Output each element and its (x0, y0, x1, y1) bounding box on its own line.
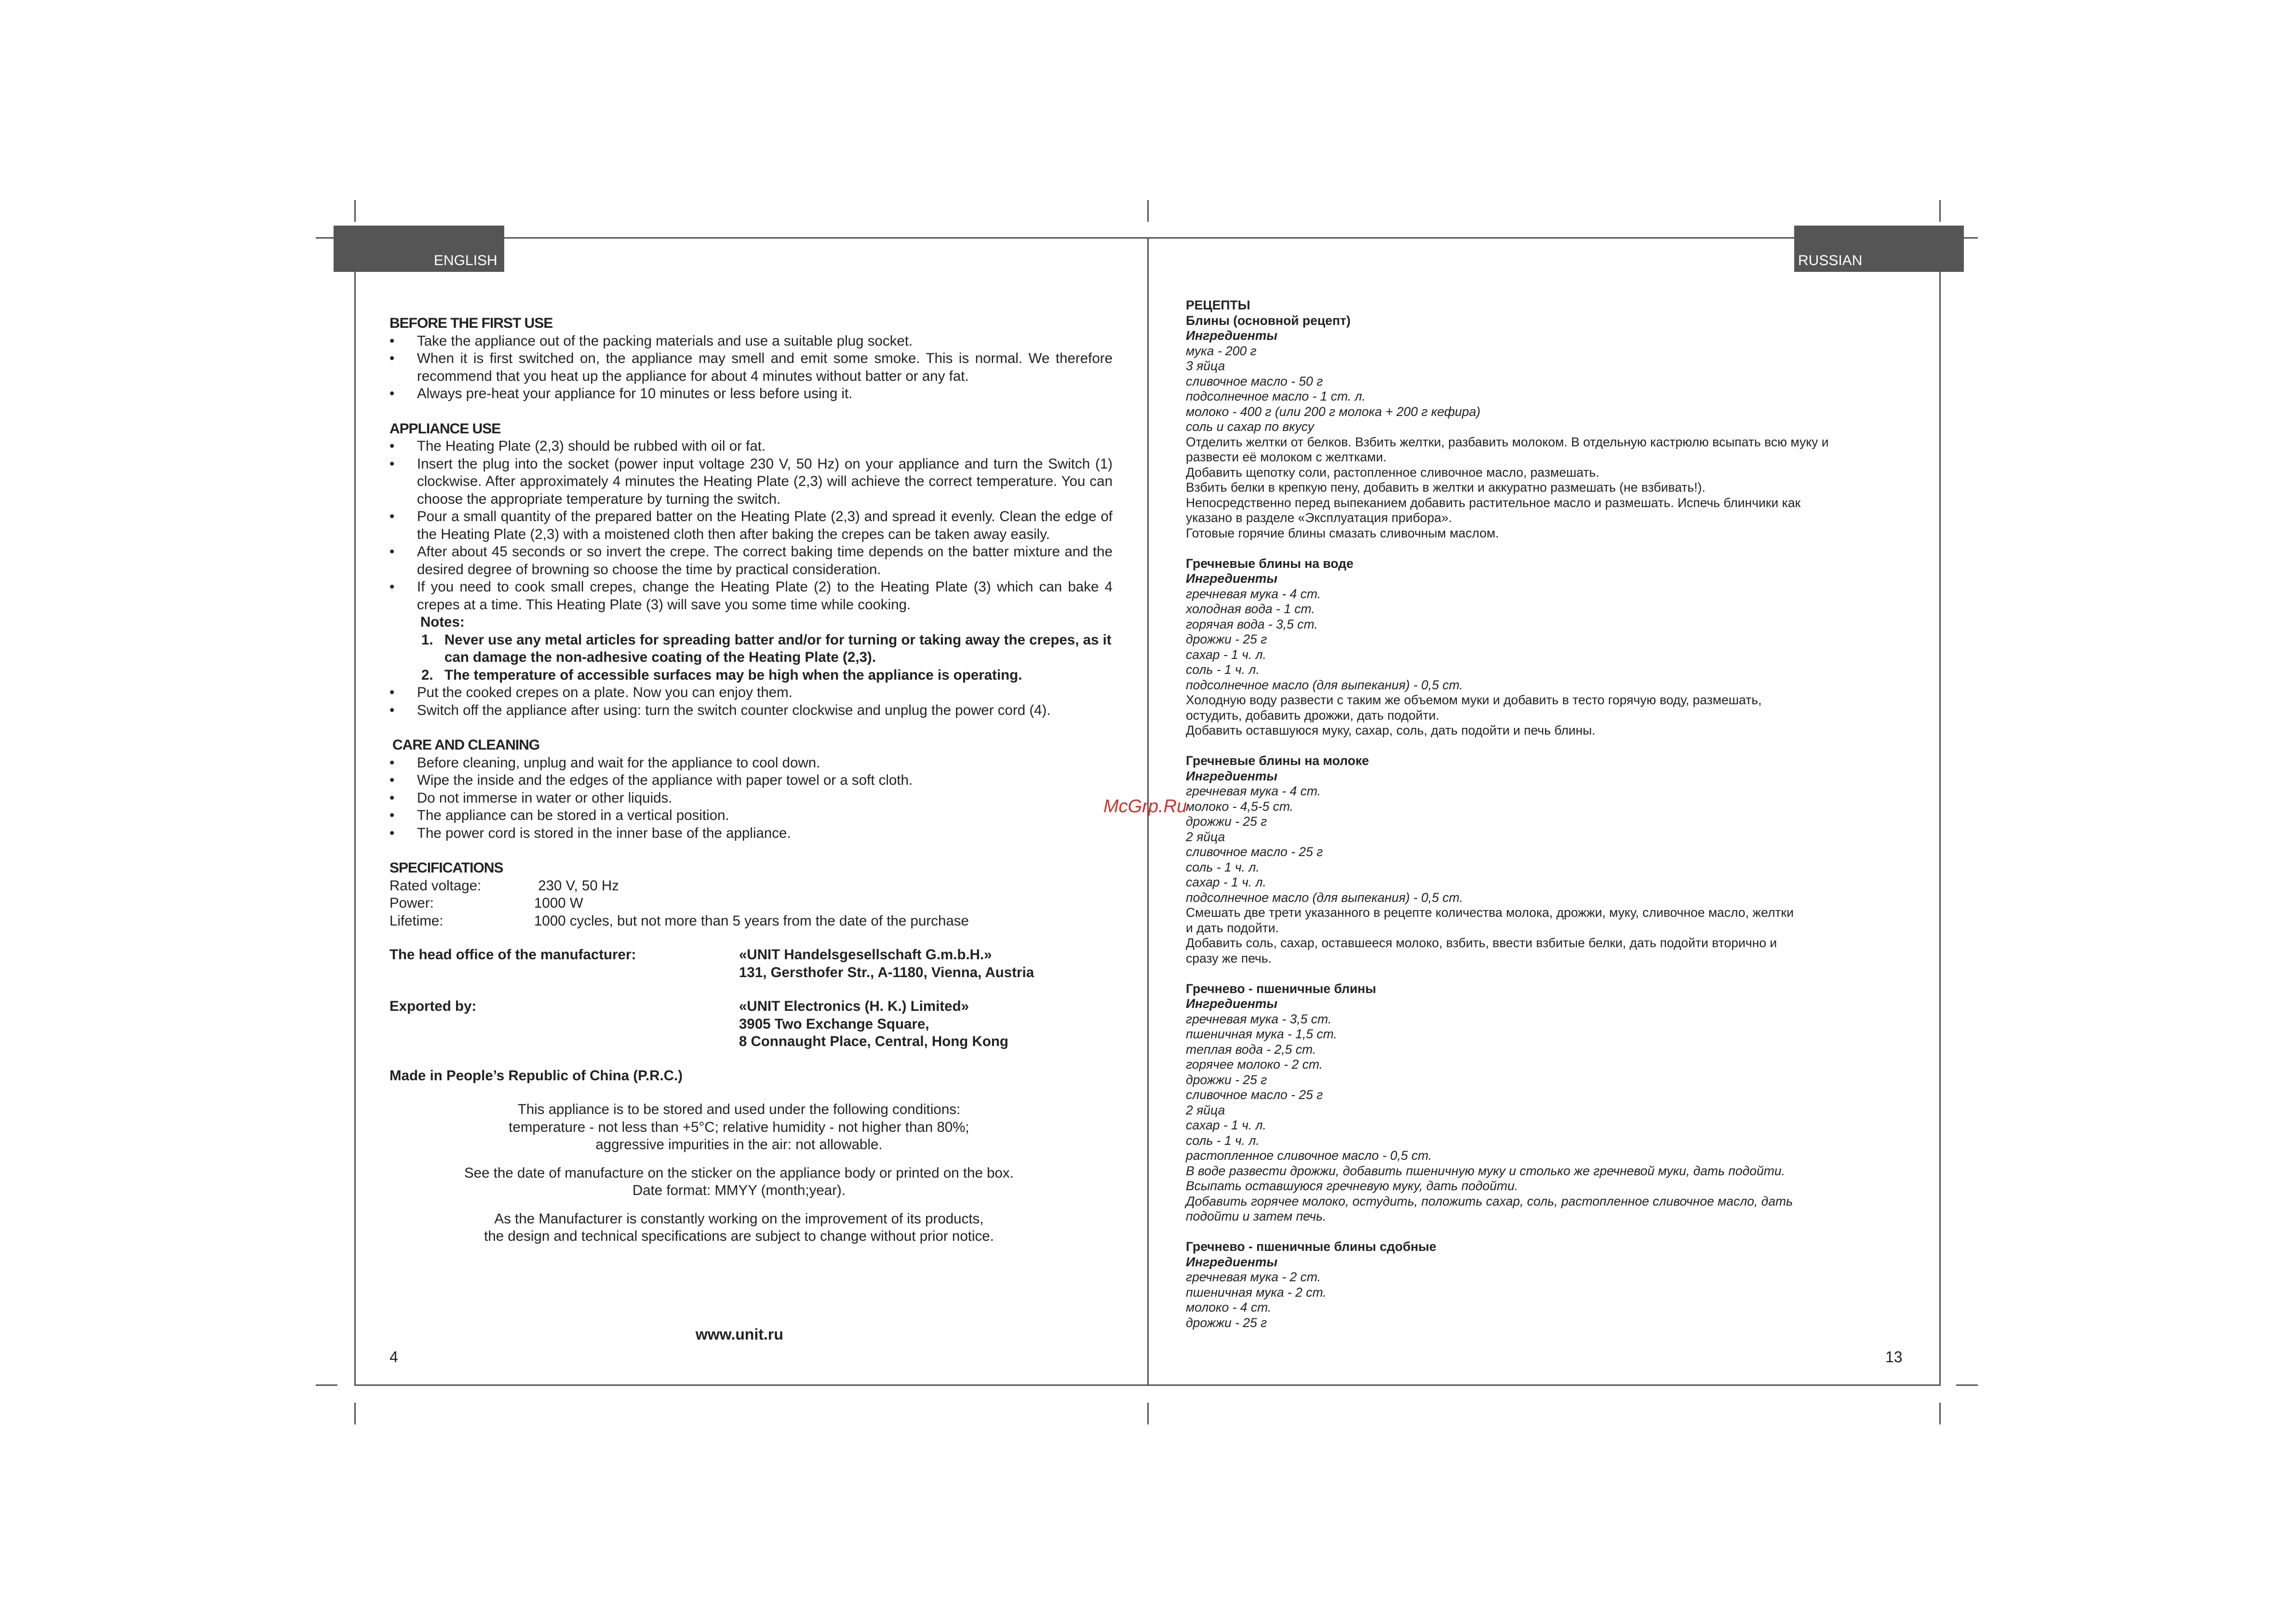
ingredient-line: Всыпать оставшуюся гречневую муку, дать подойти. (1186, 1179, 1518, 1193)
crop-mark (354, 1403, 356, 1424)
instruction-line: Готовые горячие блины смазать сливочным маслом. (1186, 525, 1499, 540)
ingredient-line: сливочное масло - 25 г (1186, 1087, 1323, 1102)
date-note-line: See the date of manufacture on the sticker on the appliance body or printed on the box. (464, 1165, 1014, 1181)
appliance-use-list-continued (389, 684, 1113, 719)
care-list (389, 754, 1113, 843)
instruction-line: Добавить оставшуюся муку, сахар, соль, дать подойти и печь блины. (1186, 723, 1596, 738)
address-line: «UNIT Electronics (H. K.) Limited» (739, 998, 969, 1014)
ingredient-line: сливочное масло - 25 г (1186, 845, 1323, 859)
ingredient-line: соль - 1 ч. л. (1186, 662, 1260, 677)
ingredient-line: горячая вода - 3,5 ст. (1186, 617, 1318, 631)
list-item: • Wipe the inside and the edges of the appliance with paper towel or a soft cloth. (389, 772, 1113, 790)
ingredient-line: 2 яйца (1186, 1102, 1225, 1117)
recipe-heading: Гречневые блины на молоке (1186, 753, 1369, 768)
note-item (389, 667, 1113, 684)
ingredient-line: подсолнечное масло (для выпекания) - 0,5 ст. (1186, 677, 1463, 692)
recipe-heading: Гречнево - пшеничные блины сдобные (1186, 1239, 1437, 1254)
ingredient-line: молоко - 4 ст. (1186, 1300, 1272, 1315)
list-item: • After about 45 seconds or so invert the crepe. The correct baking time depends on the batter mixture and the desired degree of browning so choose the time by practical consideration. (389, 543, 1113, 578)
before-first-use-list (389, 333, 1113, 403)
crop-mark (1939, 1403, 1941, 1424)
crop-mark (1956, 1384, 1978, 1386)
spec-key: Lifetime: (389, 913, 443, 929)
tab-russian (1794, 226, 1964, 272)
ingredients-label: Ингредиенты (1186, 571, 1277, 586)
ingredient-line: холодная вода - 1 ст. (1186, 602, 1315, 616)
list-item: • Before cleaning, unplug and wait for the appliance to cool down. (389, 754, 1113, 772)
spec-row (389, 877, 1113, 895)
address-line: 3905 Two Exchange Square, (739, 1016, 929, 1032)
instruction-line: и дать подойти. (1186, 920, 1279, 935)
address-line: «UNIT Handelsgesellschaft G.m.b.H.» (739, 947, 992, 963)
exporter-label: Exported by: (389, 998, 477, 1014)
spec-key: Rated voltage: (389, 877, 482, 894)
ingredient-line: дрожжи - 25 г (1186, 1315, 1267, 1330)
instruction-line: указано в разделе «Эксплуатация прибора». (1186, 510, 1452, 525)
storage-conditions (389, 1101, 1113, 1154)
exporter (389, 998, 1113, 1051)
ingredient-line: мука - 200 г (1186, 343, 1257, 358)
exporter-address (739, 998, 1008, 1051)
ingredient-line: подсолнечное масло (для выпекания) - 0,5 ст. (1186, 890, 1463, 905)
spacer (1186, 1224, 1914, 1240)
head-office-label: The head office of the manufacturer: (389, 947, 636, 963)
before-first-use-heading: BEFORE THE FIRST USE (389, 315, 553, 331)
instruction-line: Добавить соль, сахар, оставшееся молоко, взбить, ввести взбитые белки, дать подойти вторично и (1186, 936, 1777, 950)
ingredient-line: 2 яйца (1186, 829, 1225, 844)
ingredient-line: молоко - 400 г (или 200 г молока + 200 г кефира) (1186, 404, 1481, 419)
ingredient-line: соль - 1 ч. л. (1186, 859, 1260, 874)
specifications-heading: SPECIFICATIONS (389, 860, 503, 876)
watermark: McGrp.Ru (1103, 796, 1187, 817)
spec-value: 230 V, 50 Hz (534, 877, 619, 894)
list-item: • Insert the plug into the socket (power input voltage 230 V, 50 Hz) on your appliance and turn the Switch (1) clockwise. After approximately 4 minutes the Heating Plate (2,3) will achieve the correct temperature. You can choose the appropriate temperature by turning the switch. (389, 456, 1113, 509)
storage-line: temperature - not less than +5°C; relative humidity - not higher than 80%; (509, 1119, 969, 1135)
russian-column (1186, 298, 1914, 1330)
spec-row (389, 895, 1113, 913)
ingredient-line: сахар - 1 ч. л. (1186, 647, 1266, 662)
recipe-heading: Блины (основной рецепт) (1186, 313, 1351, 328)
tab-russian-label: RUSSIAN (1798, 253, 1863, 268)
instruction-line: сразу же печь. (1186, 951, 1272, 966)
care-heading: CARE AND CLEANING (392, 737, 540, 753)
instruction-line: Холодную воду развести с таким же объемом муки и добавить в тесто горячую воду, размешать, (1186, 693, 1762, 707)
page-number-left: 4 (389, 1348, 398, 1366)
note-number: 2. (421, 667, 433, 683)
head-office (389, 946, 1113, 981)
manufacturer-note (389, 1210, 1113, 1246)
frame-right-border (1939, 237, 1941, 1386)
ingredient-line: гречневая мука - 2 ст. (1186, 1270, 1321, 1284)
appliance-use-heading: APPLIANCE USE (389, 420, 501, 437)
note-text: Never use any metal articles for spreading batter and/or for turning or taking away the crepes, as it can damage the non-adhesive coating of the Heating Plate (2,3). (444, 631, 1112, 665)
appliance-use-list (389, 438, 1113, 614)
list-item: • The power cord is stored in the inner base of the appliance. (389, 825, 1113, 843)
instruction-line: развести её молоком с желтками. (1186, 450, 1387, 464)
ingredient-line: гречневая мука - 4 ст. (1186, 586, 1321, 601)
storage-line: This appliance is to be stored and used under the following conditions: (517, 1101, 961, 1117)
ingredient-line: молоко - 4,5-5 ст. (1186, 799, 1293, 814)
ingredient-line: пшеничная мука - 2 ст. (1186, 1285, 1327, 1300)
tab-english (334, 226, 504, 272)
manufacturer-note-line: the design and technical specifications are subject to change without prior notice. (484, 1228, 994, 1244)
list-item: • Always pre-heat your appliance for 10 minutes or less before using it. (389, 385, 1113, 403)
spec-row (389, 913, 1113, 930)
recipe-heading: Гречневые блины на воде (1186, 556, 1354, 571)
list-item: • When it is first switched on, the appliance may smell and emit some smoke. This is normal. We therefore recommend that you heat up the appliance for about 4 minutes without batter or any fat. (389, 350, 1113, 385)
ingredients-label: Ингредиенты (1186, 1254, 1277, 1269)
ingredient-line: горячее молоко - 2 ст. (1186, 1057, 1323, 1072)
english-column (389, 315, 1113, 1246)
ingredient-line: гречневая мука - 3,5 ст. (1186, 1011, 1332, 1026)
ingredient-line: В воде развести дрожжи, добавить пшеничную муку и столько же гречневой муки, дать подойти. (1186, 1163, 1786, 1178)
ingredient-line: сливочное масло - 50 г (1186, 374, 1323, 389)
address-line: 131, Gersthofer Str., A-1180, Vienna, Austria (739, 964, 1034, 980)
list-item: • The appliance can be stored in a vertical position. (389, 807, 1113, 825)
list-item: • Take the appliance out of the packing materials and use a suitable plug socket. (389, 333, 1113, 350)
ingredient-line: теплая вода - 2,5 ст. (1186, 1042, 1316, 1057)
website-url: www.unit.ru (696, 1326, 783, 1343)
note-item (389, 631, 1113, 667)
list-item: • If you need to cook small crepes, change the Heating Plate (2) to the Heating Plate (3) which can bake 4 crepes at a time. This Heating Plate (3) will save you some time while cooking. (389, 578, 1113, 614)
date-note (389, 1165, 1113, 1200)
ingredient-line: подсолнечное масло - 1 ст. л. (1186, 389, 1366, 403)
notes-label: Notes: (420, 614, 465, 630)
instruction-line: Отделить желтки от белков. Взбить желтки, разбавить молоком. В отдельную кастрюлю всыпать всю муку и (1186, 434, 1829, 449)
list-item: • Pour a small quantity of the prepared batter on the Heating Plate (2,3) and spread it evenly. Clean the edge of the Heating Plate (2,3) with a moistened cloth then after baking the crepes can be taken away easily. (389, 508, 1113, 543)
crop-mark (354, 200, 356, 222)
made-in: Made in People’s Republic of China (P.R.C.) (389, 1067, 683, 1084)
list-item: • Switch off the appliance after using: turn the switch counter clockwise and unplug the power cord (4). (389, 702, 1113, 720)
ingredient-line: гречневая мука - 4 ст. (1186, 784, 1321, 798)
manufacturer-note-line: As the Manufacturer is constantly working on the improvement of its products, (494, 1210, 984, 1227)
ingredient-line: растопленное сливочное масло - 0,5 ст. (1186, 1148, 1432, 1163)
ingredients-label: Ингредиенты (1186, 996, 1277, 1011)
instruction-line: Взбить белки в крепкую пену, добавить в желтки и аккуратно размешать (не взбивать!). (1186, 480, 1705, 495)
ingredient-line: дрожжи - 25 г (1186, 1072, 1267, 1087)
spec-value: 1000 W (534, 895, 583, 911)
ingredient-line: пшеничная мука - 1,5 ст. (1186, 1027, 1337, 1041)
ingredient-line: сахар - 1 ч. л. (1186, 1118, 1266, 1132)
recipe-heading: РЕЦЕПТЫ (1186, 298, 1250, 312)
recipe-heading: Гречнево - пшеничные блины (1186, 981, 1376, 996)
spec-value: 1000 cycles, but not more than 5 years from the date of the purchase (534, 913, 969, 929)
instruction-line: остудить, добавить дрожжи, дать подойти. (1186, 708, 1439, 723)
ingredient-line: сахар - 1 ч. л. (1186, 875, 1266, 889)
note-text: The temperature of accessible surfaces may be high when the appliance is operating. (444, 667, 1022, 683)
list-item: • Put the cooked crepes on a plate. Now you can enjoy them. (389, 684, 1113, 702)
instruction-line: Непосредственно перед выпеканием добавить растительное масло и размешать. Испечь блинчики как (1186, 495, 1801, 510)
list-item: • Do not immerse in water or other liquids. (389, 790, 1113, 807)
ingredient-line: соль - 1 ч. л. (1186, 1133, 1260, 1148)
instruction-line: Добавить щепотку соли, растопленное сливочное масло, размешать. (1186, 465, 1599, 480)
list-item: • The Heating Plate (2,3) should be rubbed with oil or fat. (389, 438, 1113, 456)
spec-key: Power: (389, 895, 434, 911)
spacer (1186, 966, 1914, 981)
head-office-address (739, 946, 1034, 981)
crop-mark (1939, 200, 1941, 222)
ingredient-line: соль и сахар по вкусу (1186, 419, 1315, 434)
ingredient-line: дрожжи - 25 г (1186, 632, 1267, 646)
spacer (1186, 738, 1914, 754)
ingredient-line: 3 яйца (1186, 359, 1225, 373)
page-number-right: 13 (1885, 1348, 1903, 1366)
ingredient-line: Добавить горячее молоко, остудить, положить сахар, соль, растопленное сливочное масло, дать (1186, 1194, 1793, 1208)
tab-english-label: ENGLISH (434, 253, 497, 268)
ingredient-line: дрожжи - 25 г (1186, 814, 1267, 829)
crop-mark (1147, 1403, 1149, 1424)
date-note-line: Date format: MMYY (month;year). (632, 1182, 846, 1198)
ingredients-label: Ингредиенты (1186, 768, 1277, 783)
note-number: 1. (421, 631, 433, 648)
spacer (1186, 541, 1914, 556)
ingredient-line: подойти и затем печь. (1186, 1209, 1327, 1223)
storage-line: aggressive impurities in the air: not allowable. (595, 1137, 883, 1153)
crop-mark (316, 1384, 337, 1386)
frame-left-border (354, 237, 356, 1386)
crop-mark (1147, 200, 1149, 222)
address-line: 8 Connaught Place, Central, Hong Kong (739, 1033, 1008, 1049)
ingredients-label: Ингредиенты (1186, 328, 1277, 343)
instruction-line: Смешать две трети указанного в рецепте количества молока, дрожжи, муку, сливочное масло, желтки (1186, 905, 1794, 920)
